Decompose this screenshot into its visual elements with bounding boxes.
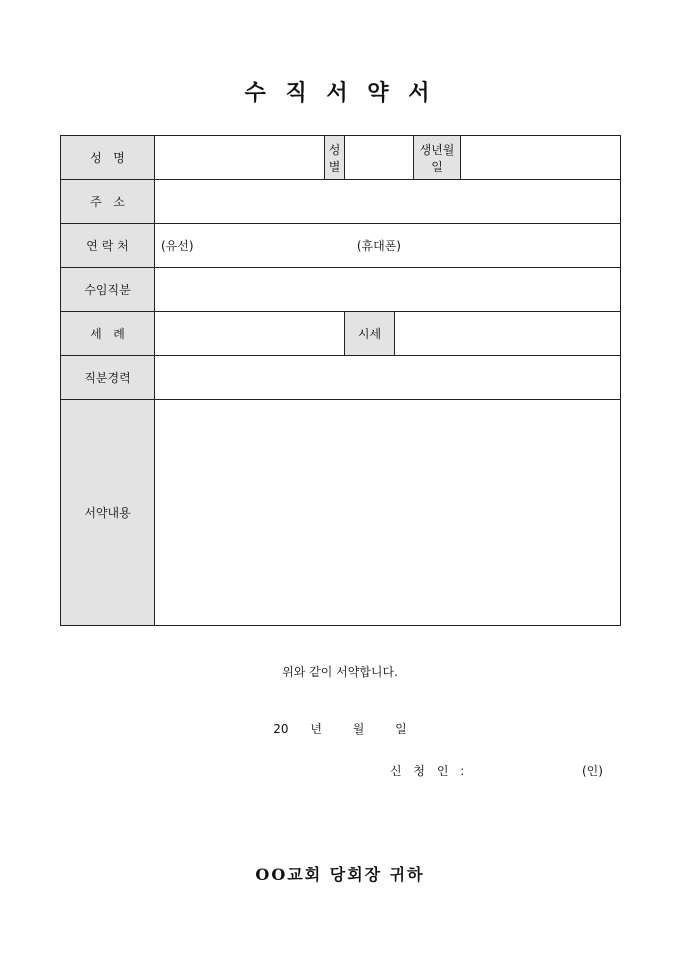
- seal-label: (인): [582, 764, 603, 778]
- contact-field[interactable]: [155, 224, 621, 268]
- birth-label: 생년월일: [414, 136, 461, 180]
- name-field[interactable]: [155, 136, 325, 180]
- address-field[interactable]: [155, 180, 621, 224]
- baptism-field[interactable]: [155, 312, 345, 356]
- row-baptism: [61, 312, 621, 356]
- row-contact: [61, 224, 621, 268]
- pledge-form-table: [60, 135, 621, 626]
- pledge-label: 서약내용: [61, 400, 155, 626]
- baptism-date-label: 시세: [345, 312, 395, 356]
- mobile-label: (휴대폰): [356, 239, 401, 253]
- row-name: [61, 136, 621, 180]
- gender-label: 성별: [325, 136, 345, 180]
- row-pledge: [61, 400, 621, 626]
- declaration-text: 위와 같이 서약합니다.: [282, 665, 398, 679]
- date-line: [0, 720, 680, 737]
- row-address: [61, 180, 621, 224]
- address-label: 주 소: [61, 180, 155, 224]
- baptism-label: 세 례: [61, 312, 155, 356]
- row-position: [61, 268, 621, 312]
- date-year: 년: [310, 722, 322, 736]
- document-title: 수 직 서 약 서: [244, 80, 436, 106]
- addressee-text: OO교회 당회장 귀하: [255, 865, 425, 884]
- pledge-content-field[interactable]: [155, 400, 621, 626]
- row-career: [61, 356, 621, 400]
- date-year-prefix: 20: [273, 722, 289, 736]
- name-label: 성 명: [61, 136, 155, 180]
- applicant-label: 신 청 인 :: [390, 764, 469, 778]
- career-field[interactable]: [155, 356, 621, 400]
- position-label: 수임직분: [61, 268, 155, 312]
- baptism-date-field[interactable]: [395, 312, 621, 356]
- gender-field[interactable]: [345, 136, 414, 180]
- date-month: 월: [352, 722, 365, 736]
- landline-label: (유선): [161, 239, 194, 253]
- birth-field[interactable]: [461, 136, 621, 180]
- career-label: 직분경력: [61, 356, 155, 400]
- date-day: 일: [395, 722, 407, 736]
- position-field[interactable]: [155, 268, 621, 312]
- contact-label: 연 락 처: [61, 224, 155, 268]
